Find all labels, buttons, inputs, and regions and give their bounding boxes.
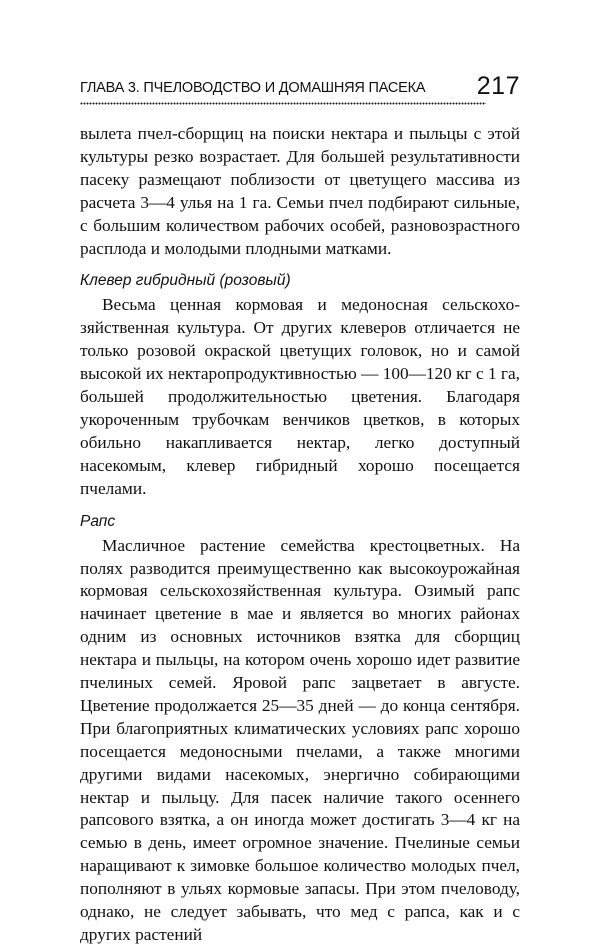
body-text (80, 123, 520, 947)
dotted-divider (80, 102, 486, 105)
section-heading-clover: Клевер гибридный (розовый) (80, 272, 291, 290)
intro-paragraph: вылета пчел-сборщиц на поиски нектара и пыльцы с этой культуры резко возрастает. Для большей результативности пасеку размещают поблизости от цветущего массива из расчета 3—4 улья на 1 га. Семьи пчел подбирают сильные, с большим количеством рабочих особей, разновозрастного расплода и молодыми плодными матками. (80, 124, 520, 258)
clover-paragraph: Весьма ценная кормовая и медоносная сельскохозяйственная культура. От других клеверов отличается не только розовой окраской цветущих головок, но и самой высокой их нектаропродуктивностью — 100—120 кг с 1 га, большей продолжительностью цветения. Благодаря укороченным трубочкам венчиков цветков, в которых обильно накапливается нектар, легко доступный насекомым, клевер гибридный хорошо посещается пчелами. (80, 295, 520, 498)
chapter-title: ГЛАВА 3. ПЧЕЛОВОДСТВО И ДОМАШНЯЯ ПАСЕКА (80, 80, 426, 96)
page-number: 217 (476, 72, 520, 100)
running-header (80, 72, 520, 106)
rapeseed-paragraph: Масличное растение семейства крестоцветных. На полях разводится преимущественно как высокоурожайная кормовая сельскохозяйственная культура. Озимый рапс начинает цветение в мае и является во многих районах одним из основных источников взятка для сборщиц нектара и пыльцы, на котором очень хорошо идет развитие пчелиных семей. Яровой рапс зацветает в августе. Цветение продолжается 25—35 дней — до конца сентября. При благоприятных климатических условиях рапс хорошо посещается медоносными пчелами, а также многими другими видами насекомых, энергично собирающими нектар и пыльцу. Для пасек наличие такого осеннего рапсового взятка, а он иногда может достигать 3—4 кг на семью в день, имеет огромное значение. Пчелиные семьи наращивают к зимовке большое количество молодых пчел, пополняют в ульях кормовые запасы. При этом пчеловоду, однако, не следует забывать, что мед с рапса, как и с других растений (80, 535, 520, 944)
section-heading-rapeseed: Рапс (80, 512, 116, 530)
